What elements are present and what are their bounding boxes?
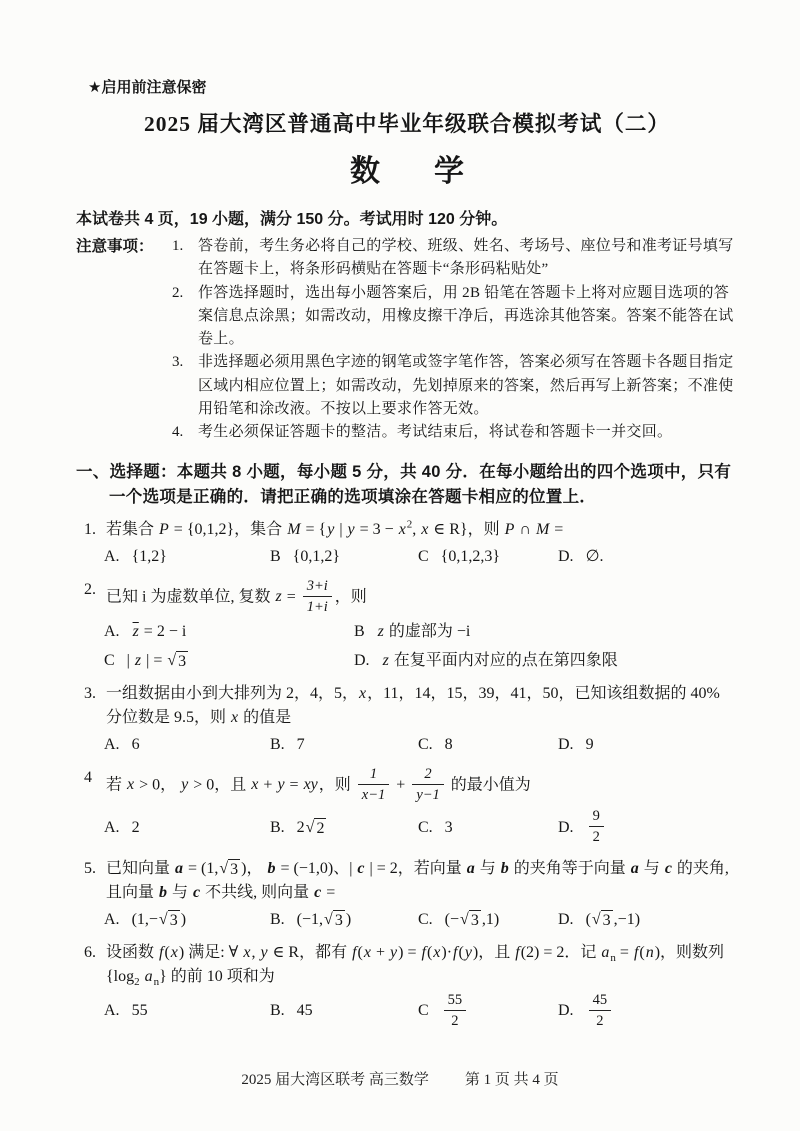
math-text: = (322, 883, 336, 901)
math-text: 在复平面内对应的点在第四象限 (389, 652, 618, 669)
answer-option (104, 620, 354, 644)
numerator: 9 (589, 807, 604, 827)
option-content (586, 992, 615, 1031)
question-4 (76, 766, 738, 848)
subscript: 2 (134, 975, 140, 988)
answer-option (104, 992, 270, 1031)
math-text: 的最小值为 (446, 776, 531, 794)
vector-variable: c (664, 859, 672, 877)
math-text: ( (585, 910, 591, 928)
question-stem (106, 766, 738, 805)
math-text: ) 满足: ∀ (178, 943, 243, 961)
option-content (297, 999, 313, 1023)
math-variable: M (287, 520, 301, 538)
math-text: 的值是 (239, 709, 292, 726)
question-number: 6. (84, 943, 96, 961)
math-text: > 0， (135, 776, 181, 794)
math-text: = 2 − i (139, 623, 187, 640)
math-text: (1,− (131, 910, 158, 928)
answer-option (270, 733, 418, 757)
question-line (84, 578, 738, 617)
math-variable: a (144, 967, 153, 985)
option-label: A. (104, 547, 120, 565)
numerator: 3+i (303, 577, 332, 597)
option-label: D. (558, 910, 574, 928)
math-text: 若 (106, 776, 127, 794)
math-text: ( (639, 943, 645, 961)
math-text: 的虚部为 −i (384, 623, 471, 640)
math-text: )，则数列 {log (106, 943, 725, 985)
math-variable: y (464, 943, 472, 961)
option-content (586, 733, 594, 757)
option-label: B. (270, 910, 285, 928)
math-text: 不共线, 则向量 (201, 883, 314, 901)
math-text: = 3 − (355, 520, 398, 538)
math-text: 55 (131, 1002, 148, 1020)
option-content (586, 808, 607, 847)
question-options (104, 992, 738, 1031)
answer-option (354, 649, 738, 673)
question-number: 1. (84, 520, 96, 538)
option-label: B (354, 623, 365, 640)
option-content (382, 649, 618, 673)
math-variable: x (363, 943, 371, 961)
numerator: 2 (412, 765, 443, 785)
math-text: (−1, (296, 910, 324, 928)
radicand: 3 (230, 860, 239, 878)
denominator: x−1 (361, 787, 386, 804)
note-number: 4. (172, 424, 184, 440)
question-5 (76, 857, 738, 932)
math-text: ,−1) (613, 910, 641, 928)
math-variable: x (251, 776, 259, 794)
vector-variable: a (466, 859, 475, 877)
option-content (445, 908, 499, 932)
note-text: 答卷前，考生务必将自己的学校、班级、姓名、考场号、座位号和准考证号填写在答题卡上，将条形码横贴在答题卡“条形码粘贴处” (198, 238, 734, 278)
math-text: = (−1,0)、| (276, 859, 357, 877)
math-text: 的夹角, 且向量 (106, 859, 729, 901)
page-footer (0, 1068, 800, 1089)
option-label: C. (418, 736, 433, 753)
radicand: 3 (470, 911, 479, 929)
question-number: 5. (84, 859, 96, 877)
math-text: 2 (296, 818, 305, 836)
option-content (441, 992, 470, 1031)
vector-variable: a (175, 859, 184, 877)
question-stem (106, 578, 738, 617)
radicand: 3 (178, 653, 187, 670)
math-text: )· (441, 943, 453, 961)
math-text: + (371, 943, 390, 961)
numerator: 45 (589, 991, 612, 1011)
option-content (132, 620, 187, 644)
radical-sign-icon: √ (305, 818, 315, 836)
question-line (84, 518, 738, 542)
math-text: ∩ (515, 520, 535, 538)
math-text: ∈ R，都有 (268, 943, 352, 961)
math-variable: x (433, 943, 441, 961)
math-text: (− (444, 910, 460, 928)
note-number: 1. (172, 238, 184, 254)
radical-sign-icon: √ (167, 652, 177, 669)
math-variable: z (275, 588, 282, 606)
answer-option (270, 908, 418, 932)
radicand: 3 (334, 911, 343, 929)
option-label: B (270, 547, 281, 565)
math-text: , (251, 943, 260, 961)
math-variable: xy (303, 776, 318, 794)
option-content (377, 620, 471, 644)
vector-variable: b (267, 859, 276, 877)
option-content (297, 816, 328, 840)
answer-option (270, 992, 418, 1031)
math-text: ( (458, 943, 464, 961)
math-text: 9 (585, 736, 594, 753)
square-root (219, 859, 240, 880)
question-options (104, 545, 738, 569)
answer-option (558, 992, 738, 1031)
vector-variable: a (630, 859, 639, 877)
math-variable: n (645, 943, 654, 961)
math-text: ( (426, 943, 433, 961)
math-text: 一组数据由小到大排列为 2，4，5， (106, 685, 359, 702)
math-text: = (615, 943, 633, 961)
answer-option (418, 733, 558, 757)
math-variable: y (277, 776, 285, 794)
answer-option (558, 545, 738, 569)
fraction (412, 765, 443, 804)
math-variable: f (421, 943, 426, 961)
radical-sign-icon: √ (591, 910, 601, 928)
math-text: ) (345, 910, 352, 928)
question-6 (76, 941, 738, 1031)
square-root (167, 651, 188, 672)
option-label: A. (104, 910, 120, 928)
question-options (104, 620, 738, 673)
question-1 (76, 518, 738, 569)
math-text: | (335, 520, 347, 538)
math-text: {0,1,2,3} (440, 547, 501, 565)
question-number: 3. (84, 685, 96, 702)
question-line (84, 857, 738, 905)
question-options (104, 808, 738, 847)
math-text: + (392, 776, 410, 794)
question-stem (106, 518, 738, 542)
math-text: 已知向量 (106, 859, 175, 877)
math-variable: z (377, 623, 384, 640)
superscript: 2 (406, 518, 413, 531)
math-text: )， (241, 859, 267, 877)
denominator: 2 (592, 829, 600, 846)
math-text: ) = (398, 943, 421, 961)
math-text: = (282, 588, 300, 606)
fraction (589, 991, 612, 1030)
math-text: = {0,1,2}，集合 (169, 520, 287, 538)
exam-info-line: 本试卷共 4 页，19 小题，满分 150 分。考试用时 120 分钟。 (76, 211, 508, 228)
option-content (586, 908, 640, 932)
note-text: 考生必须保证答题卡的整洁。考试结束后，将试卷和答题卡一并交回。 (198, 424, 673, 440)
math-variable: z (382, 652, 389, 669)
option-label: C. (418, 910, 433, 928)
math-text: | = (142, 652, 167, 669)
radicand: 3 (169, 911, 178, 929)
math-text: 3 (444, 818, 453, 836)
math-text: | = 2，若向量 (365, 859, 466, 877)
math-text: ∈ R}，则 (429, 520, 504, 538)
math-text: ∅. (585, 547, 604, 565)
option-label: A. (104, 736, 120, 753)
denominator: 2 (596, 1012, 604, 1029)
math-text: 已知 i 为虚数单位, 复数 (106, 588, 275, 606)
math-text: 8 (444, 736, 453, 753)
option-content (127, 649, 189, 673)
answer-option (558, 808, 738, 847)
math-text: (2) = 2．记 (520, 943, 601, 961)
square-root (592, 910, 613, 931)
option-label: B. (270, 736, 285, 753)
math-text: = (550, 520, 564, 538)
math-text: 7 (296, 736, 305, 753)
question-line (84, 682, 738, 730)
math-variable: x (127, 776, 135, 794)
answer-option (418, 908, 558, 932)
radical-sign-icon: √ (158, 910, 168, 928)
option-label: A. (104, 818, 120, 836)
numerator: 55 (444, 991, 467, 1011)
answer-option (354, 620, 738, 644)
footer-exam-name: 2025 届大湾区联考 高三数学 (241, 1072, 429, 1088)
math-variable: f (352, 943, 357, 961)
math-text: | (126, 652, 134, 669)
option-content (297, 908, 351, 932)
exam-title: 2025 届大湾区普通高中毕业年级联合模拟考试（二） (144, 112, 670, 136)
math-text: + (259, 776, 277, 794)
note-number: 2. (172, 284, 184, 301)
vector-variable: b (159, 883, 168, 901)
math-variable: f (633, 943, 639, 961)
math-text: 与 (639, 859, 664, 877)
note-item (172, 351, 738, 421)
subscript: n (610, 951, 616, 964)
math-text: 与 (475, 859, 500, 877)
math-text: ( (164, 943, 170, 961)
notes-section (76, 235, 738, 444)
fraction (358, 765, 389, 804)
option-content (445, 733, 453, 757)
security-notice: ★启用前注意保密 (88, 79, 207, 96)
math-text: 2 (131, 818, 140, 836)
footer-page-number: 第 1 页 共 4 页 (464, 1072, 559, 1088)
math-variable: x (243, 943, 251, 961)
question-stem (106, 682, 738, 730)
denominator: 1+i (306, 598, 328, 615)
option-content (132, 999, 148, 1023)
math-text: 6 (131, 736, 140, 753)
math-text: ，11，14，15，39，41，50，已知该组数据的 40% 分位数是 9.5，则 (106, 685, 720, 726)
math-text: )，且 (472, 943, 515, 961)
option-label: C. (418, 818, 433, 836)
square-root (460, 910, 481, 931)
math-variable: x (170, 943, 178, 961)
math-text: {1,2} (131, 547, 167, 565)
option-content (132, 545, 167, 569)
option-content (132, 816, 140, 840)
math-variable: a (601, 943, 610, 961)
option-label: A. (104, 623, 120, 640)
math-text: = (285, 776, 303, 794)
math-text: = (1, (184, 859, 219, 877)
math-variable: y (327, 520, 335, 538)
option-content (297, 733, 305, 757)
option-label: B. (270, 818, 285, 836)
math-text: > 0，且 (189, 776, 251, 794)
answer-option (270, 808, 418, 847)
answer-option (104, 545, 270, 569)
note-item (172, 235, 738, 282)
math-variable: y (390, 943, 398, 961)
question-stem (106, 941, 738, 989)
answer-option (418, 808, 558, 847)
option-content (445, 816, 453, 840)
subject-title: 数 学 (350, 155, 476, 188)
note-text: 作答选择题时，选出每小题答案后，用 2B 铅笔在答题卡上将对应题目选项的答案信息点涂黑；如需改动，用橡皮擦干净后，再选涂其他答案。答案不能答在试卷上。 (198, 284, 734, 347)
option-label: B. (270, 1002, 285, 1020)
radicand: 2 (316, 819, 325, 837)
math-text: ( (357, 943, 363, 961)
math-text: ，则 (334, 588, 367, 606)
fraction (589, 807, 604, 846)
answer-option (558, 908, 738, 932)
option-content (132, 733, 140, 757)
question-2 (76, 578, 738, 673)
square-root (306, 818, 327, 839)
radical-sign-icon: √ (219, 859, 229, 877)
math-text: ，则 (318, 776, 355, 794)
answer-option (104, 908, 270, 932)
fraction (444, 991, 467, 1030)
math-text: ,1) (481, 910, 500, 928)
math-variable: y (260, 943, 268, 961)
math-variable: f (159, 943, 164, 961)
math-variable: P (159, 520, 169, 538)
math-variable: x (421, 520, 429, 538)
answer-option (558, 733, 738, 757)
section-heading: 一、选择题：本题共 8 小题，每小题 5 分，共 40 分．在每小题给出的四个选项中，只有一个选项是正确的．请把正确的选项填涂在答题卡相应的位置上． (76, 463, 732, 506)
math-variable: y (181, 776, 189, 794)
option-label: C (104, 652, 115, 669)
math-variable: x (231, 709, 239, 726)
math-variable: P (504, 520, 515, 538)
square-root (159, 910, 180, 931)
question-3 (76, 682, 738, 757)
option-label: D. (558, 547, 574, 565)
note-item (172, 282, 738, 352)
math-variable: x (359, 685, 367, 702)
math-text: } 的前 10 项和为 (159, 967, 275, 985)
notes-list (172, 235, 738, 444)
math-text: 与 (168, 883, 193, 901)
vector-variable: c (314, 883, 322, 901)
answer-option (104, 733, 270, 757)
option-label: D. (558, 736, 574, 753)
radical-sign-icon: √ (460, 910, 469, 928)
fraction (303, 577, 332, 616)
option-label: D. (558, 1002, 574, 1020)
answer-option (104, 808, 270, 847)
denominator: 2 (451, 1012, 459, 1029)
math-variable: f (515, 943, 520, 961)
math-text: 的夹角等于向量 (509, 859, 630, 877)
question-options (104, 908, 738, 932)
math-variable: M (535, 520, 550, 538)
notes-label: 注意事项： (76, 238, 154, 255)
math-variable: x (398, 520, 406, 538)
answer-option (104, 649, 354, 673)
question-options (104, 733, 738, 757)
math-variable: y (347, 520, 355, 538)
conjugate-overline: $\overline{z}$ (132, 623, 139, 640)
question-stem (106, 857, 738, 905)
math-text: 若集合 (106, 520, 159, 538)
numerator: 1 (358, 765, 389, 785)
subscript: n (153, 975, 160, 988)
answer-option (270, 545, 418, 569)
vector-variable: b (500, 859, 509, 877)
option-content (132, 908, 186, 932)
option-content (586, 545, 604, 569)
option-label: C (418, 1002, 429, 1020)
question-line (84, 766, 738, 805)
option-label: D. (354, 652, 370, 669)
denominator: y−1 (416, 787, 440, 804)
note-number: 3. (172, 354, 184, 371)
question-number: 4 (84, 769, 92, 786)
answer-option (418, 992, 558, 1031)
question-number: 2. (84, 580, 96, 598)
option-content (293, 545, 340, 569)
vector-variable: c (193, 883, 201, 901)
option-label: A. (104, 1002, 120, 1020)
math-variable: z (134, 652, 142, 669)
vector-variable: c (357, 859, 365, 877)
option-label: D. (558, 818, 574, 836)
radical-sign-icon: √ (324, 910, 333, 928)
math-text: {0,1,2} (292, 547, 341, 565)
option-label: C (418, 547, 429, 565)
square-root (324, 910, 345, 931)
question-line (84, 941, 738, 989)
math-variable: f (453, 943, 458, 961)
math-text: , (412, 520, 421, 538)
note-item (172, 421, 738, 444)
option-content (441, 545, 500, 569)
math-text: ) (180, 910, 187, 928)
math-text: 45 (296, 1002, 313, 1020)
radicand: 3 (602, 911, 611, 929)
math-text: 设函数 (106, 943, 159, 961)
math-text: = { (301, 520, 327, 538)
answer-option (418, 545, 558, 569)
note-text: 非选择题必须用黑色字迹的钢笔或签字笔作答，答案必须写在答题卡各题目指定区域内相应位置上；如需改动，先划掉原来的答案，然后再写上新答案；不准使用铅笔和涂改液。不按以上要求作答无效。 (198, 354, 734, 417)
